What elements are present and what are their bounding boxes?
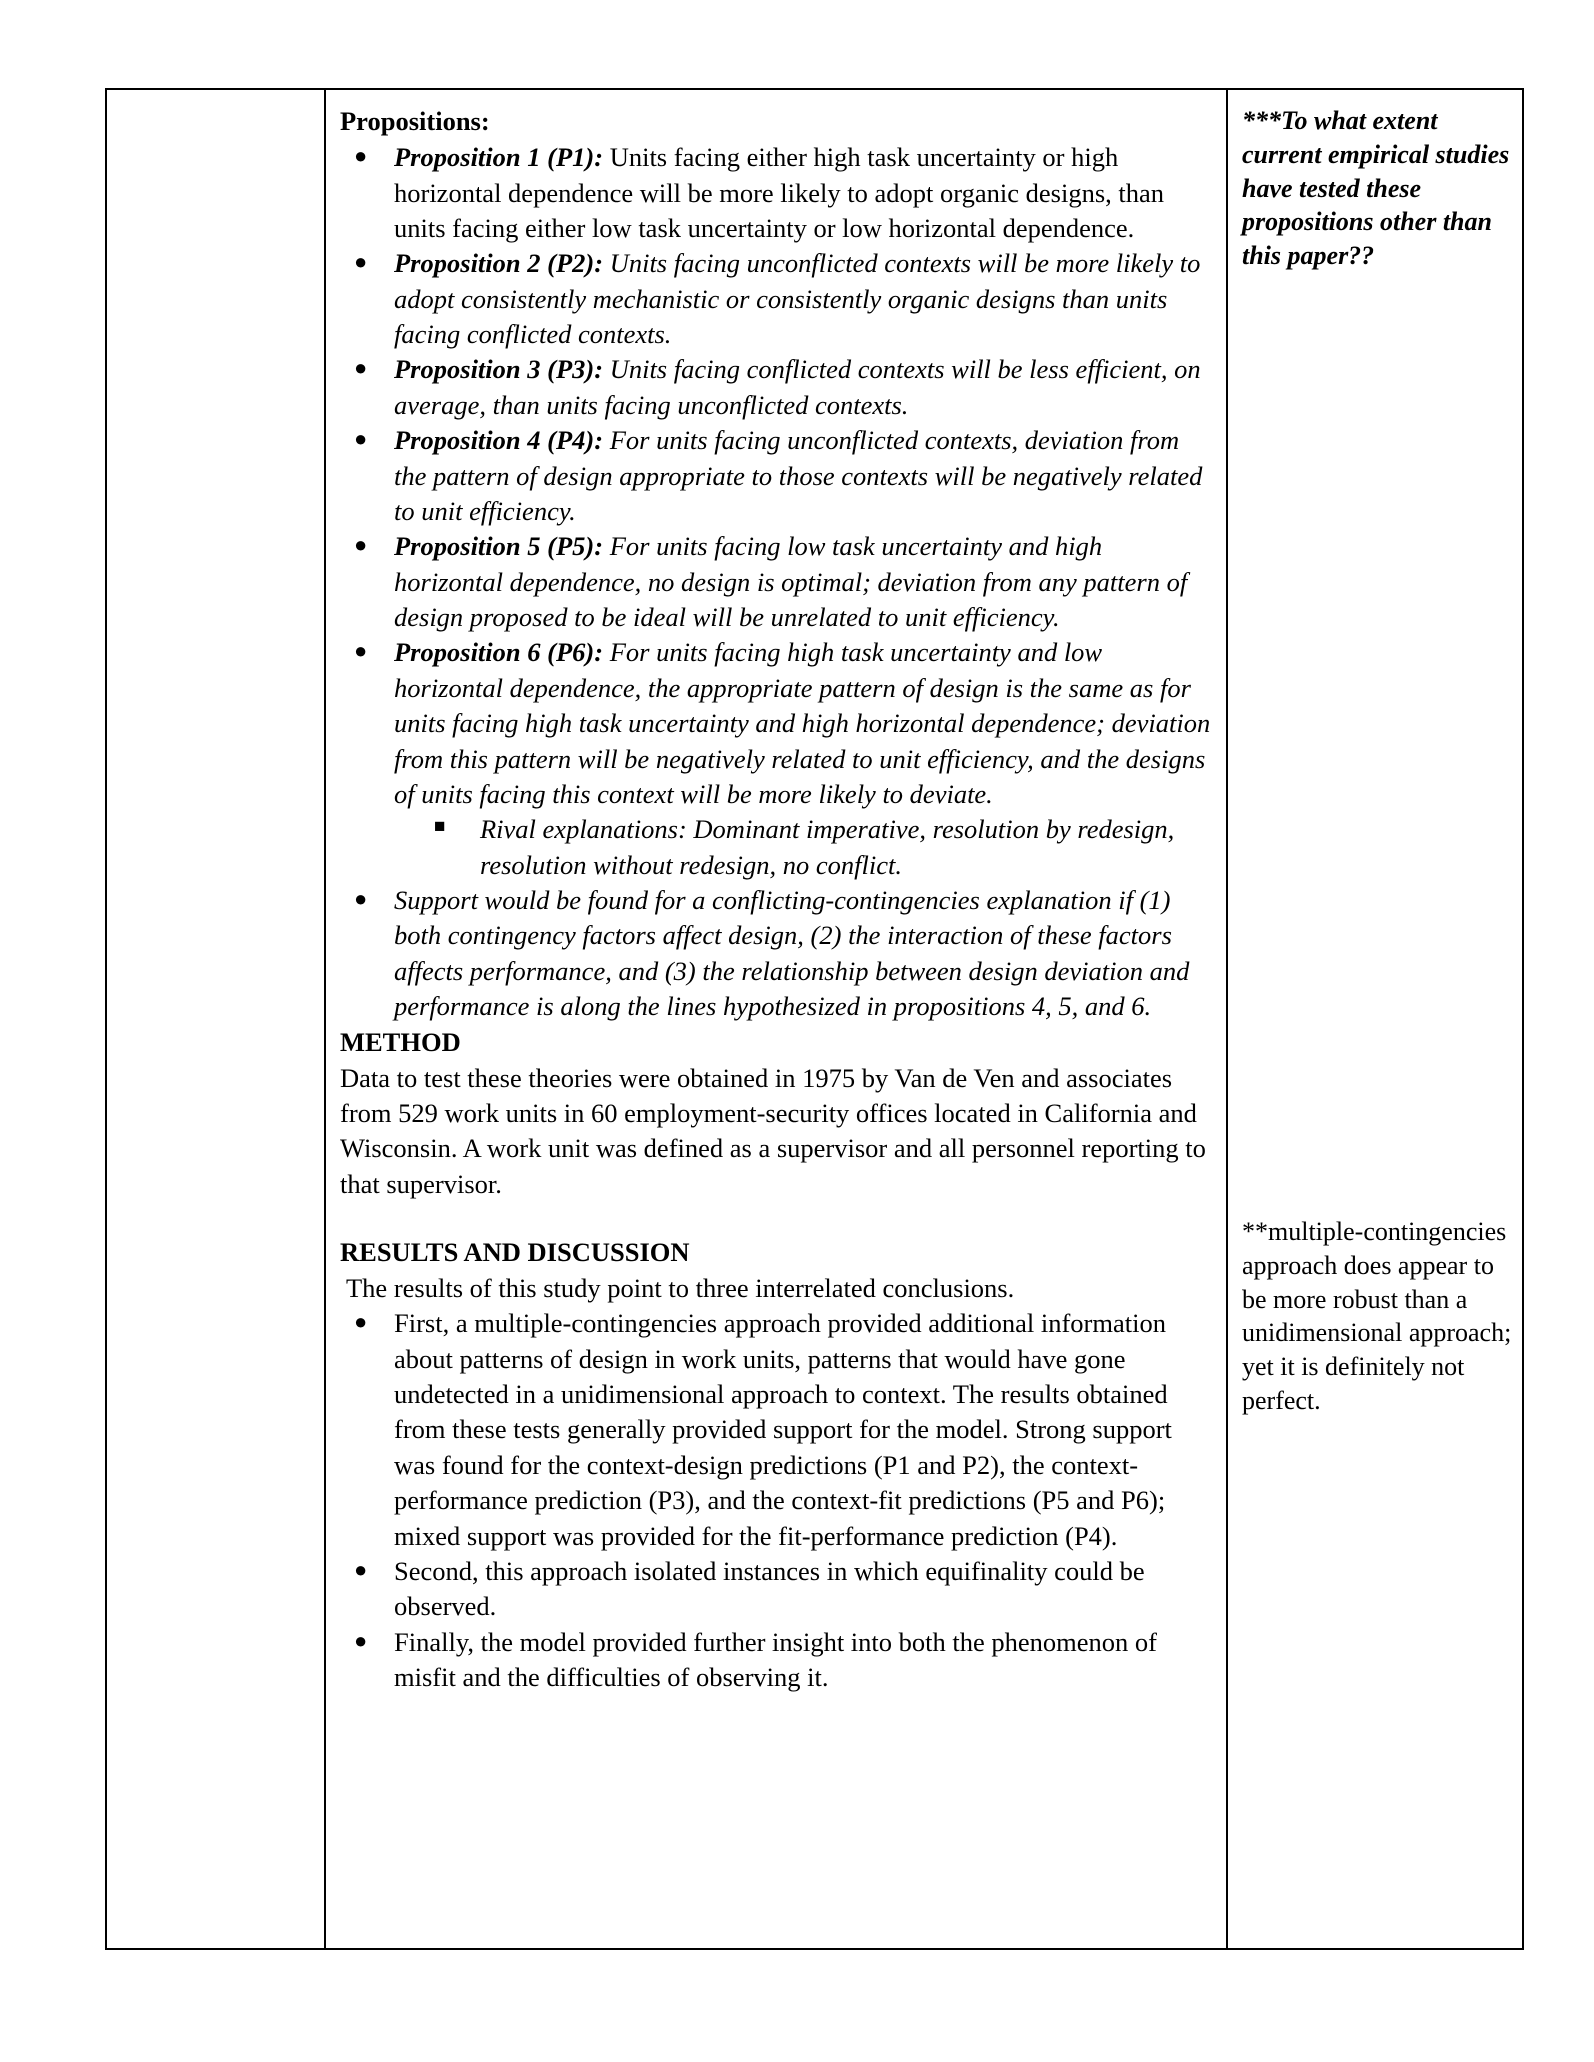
propositions-heading: Propositions:	[340, 106, 490, 136]
method-body: Data to test these theories were obtained in 1975 by Van de Ven and associates from 529 work units in 60 employment-security offices located in California and Wisconsin. A work unit was defined as a supervisor and all personnel reporting to that supervisor.	[340, 1062, 1206, 1199]
list-item	[340, 883, 1214, 1025]
bullet-disc-icon: ●	[354, 143, 368, 169]
bullet-disc-icon: ●	[354, 532, 368, 558]
list-item	[340, 352, 1214, 423]
list-item	[340, 1306, 1214, 1554]
rival-explanations-text: Rival explanations: Dominant imperative, resolution by redesign, resolution without redesign, no conflict.	[480, 814, 1175, 880]
list-item	[340, 246, 1214, 352]
proposition-text: For units facing unconflicted contexts, deviation from the pattern of design appropriate to those contexts will be negatively related to unit efficiency.	[394, 425, 1203, 526]
side-notes-column	[1227, 89, 1523, 1949]
proposition-text: For units facing high task uncertainty and low horizontal dependence, the appropriate pattern of design is the same as for units facing high task uncertainty and high horizontal dependence; deviation from this pattern will be negatively related to unit efficiency, and the designs of units facing this context will be more likely to deviate.	[394, 637, 1211, 809]
bullet-square-icon: ■	[434, 816, 446, 838]
proposition-text: Units facing unconflicted contexts will be more likely to adopt consistently mechanistic or consistently organic designs than units facing conflicted contexts.	[394, 248, 1201, 350]
bullet-disc-icon: ●	[354, 638, 368, 664]
proposition-label: Proposition 2 (P2):	[394, 248, 604, 279]
proposition-label: Proposition 4 (P4):	[394, 425, 604, 456]
main-content-column	[325, 89, 1227, 1949]
list-item	[340, 635, 1214, 883]
bullet-disc-icon: ●	[354, 1627, 368, 1653]
bullet-disc-icon: ●	[354, 1309, 368, 1335]
results-list	[340, 1306, 1214, 1695]
bullet-disc-icon: ●	[354, 1556, 368, 1582]
support-bullet-text: Support would be found for a conflicting-contingencies explanation if (1) both contingency factors affect design, (2) the interaction of these factors affects performance, and (3) the relationship between design deviation and performance is along the lines hypothesized in propositions 4, 5, and 6.	[394, 885, 1190, 1022]
bullet-disc-icon: ●	[354, 355, 368, 381]
notes-table	[105, 88, 1524, 1950]
proposition-label: Proposition 3 (P3):	[394, 354, 604, 385]
method-heading: METHOD	[340, 1026, 461, 1057]
list-item	[340, 1625, 1214, 1696]
proposition-text: Units facing either high task uncertainty or high horizontal dependence will be more likely to adopt organic designs, than units facing either low task uncertainty or low horizontal dependence.	[394, 142, 1165, 243]
results-intro: The results of this study point to three interrelated conclusions.	[346, 1273, 1015, 1304]
rival-explanations-list	[394, 812, 1214, 883]
list-item	[340, 529, 1214, 635]
proposition-text: Units facing conflicted contexts will be less efficient, on average, than units facing unconflicted contexts.	[394, 354, 1201, 420]
results-bullet-text: First, a multiple-contingencies approach provided additional information about patterns of design in work units, patterns that would have gone undetected in a unidimensional approach to context. The results obtained from these tests generally provided support for the model. Strong support was found for the context-design predictions (P1 and P2), the context-performance prediction (P3), and the context-fit predictions (P5 and P6); mixed support was provided for the fit-performance prediction (P4).	[394, 1308, 1172, 1551]
bullet-disc-icon: ●	[354, 426, 368, 452]
results-bullet-text: Finally, the model provided further insight into both the phenomenon of misfit and the difficulties of observing it.	[394, 1626, 1157, 1692]
bullet-disc-icon: ●	[354, 886, 368, 912]
list-item	[340, 1554, 1214, 1625]
list-item	[340, 423, 1214, 529]
results-heading: RESULTS AND DISCUSSION	[340, 1236, 690, 1267]
list-item	[340, 140, 1214, 246]
propositions-list	[340, 140, 1214, 1024]
side-note-2: **multiple-contingencies approach does appear to be more robust than a unidimensional approach; yet it is definitely not perfect.	[1242, 1216, 1512, 1415]
side-note-1: ***To what extent current empirical studies have tested these propositions other than this paper??	[1242, 106, 1510, 271]
list-item	[394, 812, 1214, 883]
proposition-label: Proposition 1 (P1):	[394, 142, 604, 173]
bullet-disc-icon: ●	[354, 249, 368, 275]
results-bullet-text: Second, this approach isolated instances in which equifinality could be observed.	[394, 1555, 1145, 1622]
section-spacer	[340, 1202, 1214, 1235]
proposition-text: For units facing low task uncertainty and high horizontal dependence, no design is optimal; deviation from any pattern of design proposed to be ideal will be unrelated to unit efficiency.	[394, 531, 1188, 633]
table-row	[106, 89, 1523, 1949]
proposition-label: Proposition 6 (P6):	[394, 637, 604, 668]
margin-column	[106, 89, 325, 1949]
proposition-label: Proposition 5 (P5):	[394, 531, 604, 562]
